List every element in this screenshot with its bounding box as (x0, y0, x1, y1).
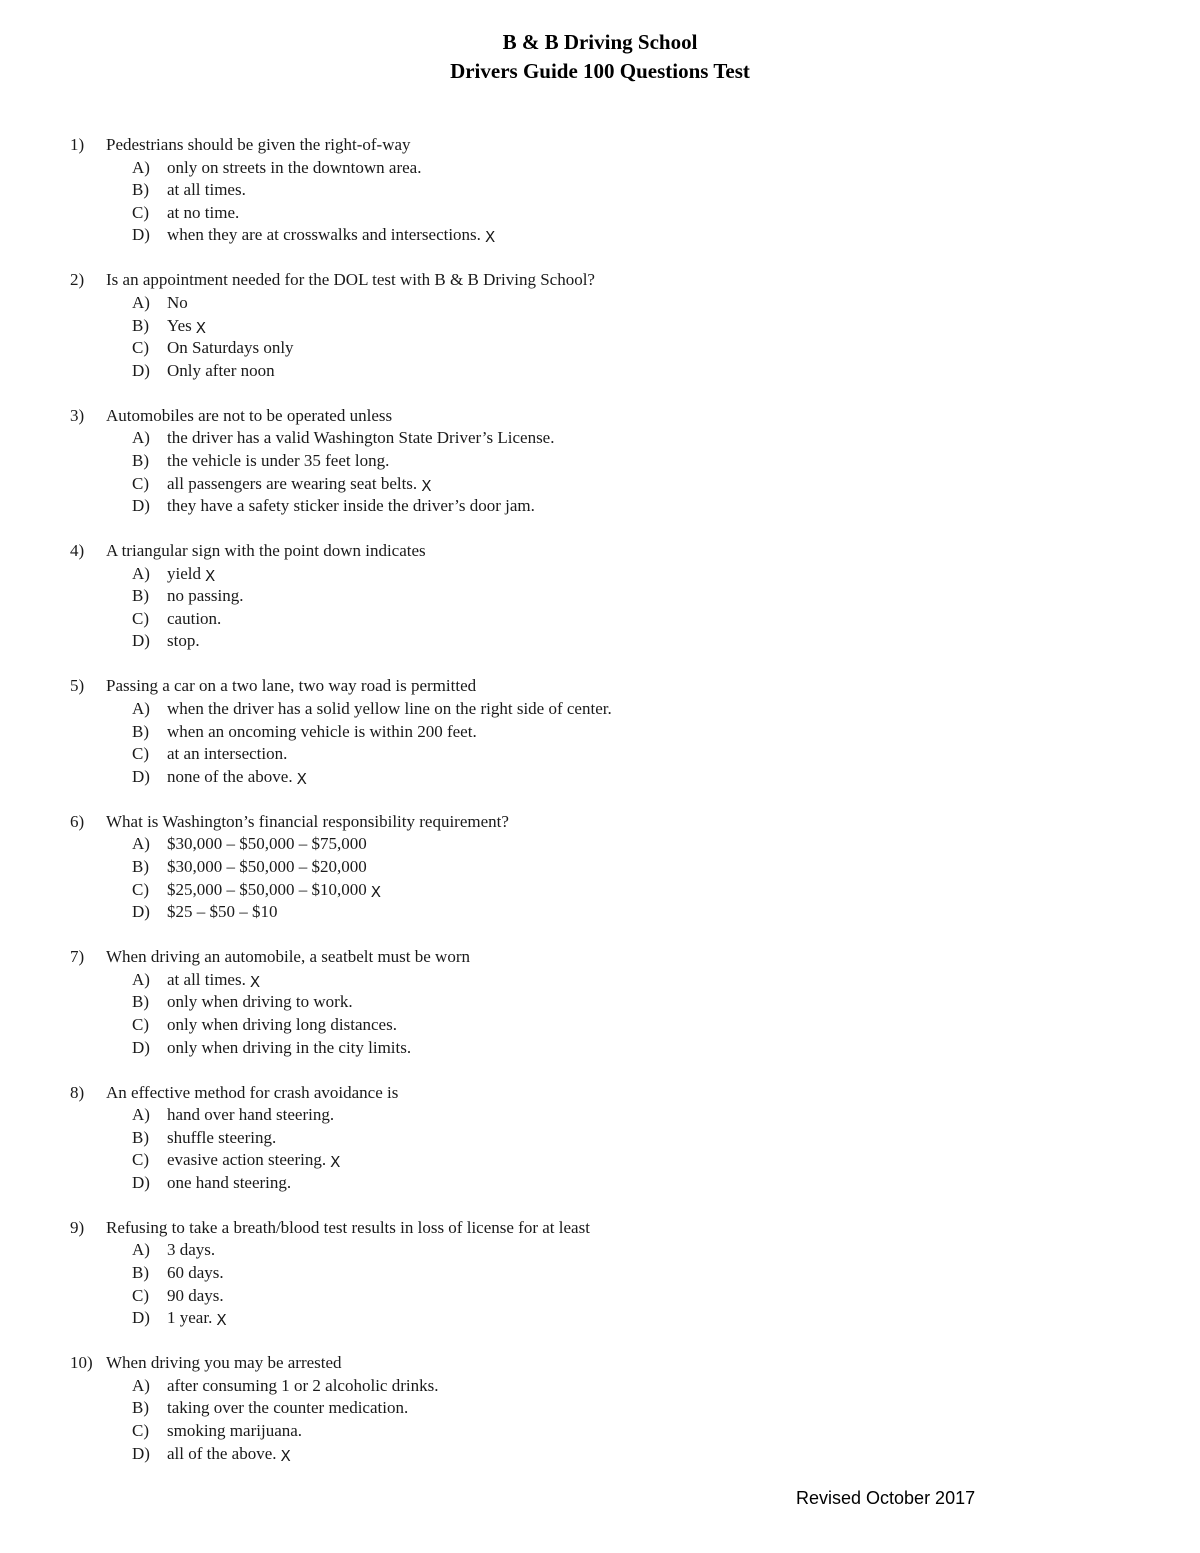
option-text: $25 – $50 – $10 (167, 902, 278, 922)
option-text: 90 days. (167, 1285, 224, 1305)
option-letter: A) (132, 1375, 150, 1395)
option-text: at all times. (167, 969, 246, 989)
option-letter: D) (132, 1037, 150, 1057)
school-name: B & B Driving School (502, 30, 698, 54)
option-letter: A) (132, 699, 150, 719)
question-number: 3) (70, 405, 85, 425)
answer-option (70, 292, 1130, 315)
question-text: When driving you may be arrested (106, 1353, 342, 1373)
question-item (70, 405, 1130, 518)
option-letter: A) (132, 969, 150, 989)
option-letter: C) (132, 744, 149, 764)
answer-option (70, 1397, 1130, 1420)
option-letter: D) (132, 360, 150, 380)
option-text: the vehicle is under 35 feet long. (167, 450, 390, 470)
option-text: $25,000 – $50,000 – $10,000 (167, 879, 367, 899)
option-letter: C) (132, 608, 149, 628)
option-text: 1 year. (167, 1308, 213, 1328)
answer-option (70, 1285, 1130, 1308)
option-text: at no time. (167, 202, 240, 222)
option-text: all passengers are wearing seat belts. (167, 473, 418, 493)
option-text: $30,000 – $50,000 – $75,000 (167, 834, 367, 854)
answer-option (70, 1014, 1130, 1037)
answer-option (70, 337, 1130, 360)
answer-option (70, 315, 1130, 338)
question-row (70, 811, 1130, 834)
question-number: 7) (70, 947, 85, 967)
question-number: 9) (70, 1217, 85, 1237)
answer-option (70, 585, 1130, 608)
answer-option (70, 1149, 1130, 1172)
question-item (70, 1082, 1130, 1195)
option-text: when an oncoming vehicle is within 200 feet. (167, 721, 477, 741)
option-text: when the driver has a solid yellow line on the right side of center. (167, 699, 612, 719)
option-letter: B) (132, 180, 149, 200)
option-text: after consuming 1 or 2 alcoholic drinks. (167, 1375, 439, 1395)
question-row (70, 675, 1130, 698)
answer-option (70, 179, 1130, 202)
answer-option (70, 608, 1130, 631)
question-number: 6) (70, 811, 85, 831)
answer-option (70, 360, 1130, 383)
question-number: 5) (70, 676, 85, 696)
revision-note: Revised October 2017 (796, 1488, 976, 1508)
answer-option (70, 563, 1130, 586)
answer-option (70, 1104, 1130, 1127)
option-letter: A) (132, 834, 150, 854)
option-text: yield (167, 563, 201, 583)
option-letter: D) (132, 225, 150, 245)
option-text: taking over the counter medication. (167, 1398, 409, 1418)
answer-option (70, 991, 1130, 1014)
option-letter: B) (132, 315, 149, 335)
answer-option (70, 901, 1130, 924)
question-text: A triangular sign with the point down indicates (106, 541, 426, 561)
answer-option (70, 427, 1130, 450)
question-item (70, 811, 1130, 924)
answer-mark: X (205, 566, 216, 585)
option-letter: A) (132, 1240, 150, 1260)
option-letter: C) (132, 473, 149, 493)
option-letter: C) (132, 338, 149, 358)
option-text: all of the above. (167, 1443, 277, 1463)
option-letter: C) (132, 202, 149, 222)
option-letter: C) (132, 879, 149, 899)
question-number: 4) (70, 541, 85, 561)
question-item (70, 1217, 1130, 1330)
option-letter: B) (132, 1127, 149, 1147)
question-number: 10) (70, 1353, 93, 1373)
answer-option (70, 743, 1130, 766)
option-text: 3 days. (167, 1240, 216, 1260)
option-text: No (167, 292, 188, 312)
option-letter: B) (132, 1398, 149, 1418)
question-list (70, 134, 1130, 1488)
document-header (0, 28, 1200, 86)
option-letter: C) (132, 1150, 149, 1170)
option-letter: B) (132, 586, 149, 606)
answer-mark: X (370, 882, 382, 901)
answer-mark: X (296, 769, 307, 788)
option-letter: D) (132, 766, 150, 786)
option-letter: B) (132, 721, 149, 741)
answer-mark: X (484, 228, 496, 247)
option-text: none of the above. (167, 766, 293, 786)
question-row (70, 1352, 1130, 1375)
option-letter: D) (132, 496, 150, 516)
option-letter: A) (132, 292, 150, 312)
question-row (70, 269, 1130, 292)
answer-option (70, 1307, 1130, 1330)
option-letter: B) (132, 992, 149, 1012)
option-text: only when driving in the city limits. (167, 1037, 412, 1057)
answer-mark: X (421, 476, 432, 495)
option-text: smoking marijuana. (167, 1421, 303, 1441)
option-text: only when driving long distances. (167, 1014, 397, 1034)
answer-mark: X (330, 1153, 341, 1172)
question-text: What is Washington’s financial responsibility requirement? (106, 811, 509, 831)
answer-option (70, 1172, 1130, 1195)
question-text: Refusing to take a breath/blood test results in loss of license for at least (106, 1217, 590, 1237)
option-text: shuffle steering. (167, 1127, 277, 1147)
question-number: 1) (70, 135, 85, 154)
answer-option (70, 721, 1130, 744)
option-text: evasive action steering. (167, 1150, 327, 1170)
answer-option (70, 1262, 1130, 1285)
question-item (70, 675, 1130, 788)
option-text: at all times. (167, 180, 246, 200)
question-item (70, 134, 1130, 247)
option-text: when they are at crosswalks and intersections. (167, 225, 481, 245)
question-item (70, 269, 1130, 382)
answer-option (70, 1127, 1130, 1150)
option-text: 60 days. (167, 1263, 224, 1283)
answer-option (70, 1037, 1130, 1060)
question-text: Automobiles are not to be operated unless (106, 405, 393, 425)
question-row (70, 1217, 1130, 1240)
answer-mark: X (280, 1446, 291, 1465)
option-text: they have a safety sticker inside the driver’s door jam. (167, 496, 535, 516)
option-letter: A) (132, 428, 150, 448)
option-letter: A) (132, 1105, 150, 1125)
option-text: the driver has a valid Washington State Driver’s License. (167, 428, 555, 448)
option-text: Yes (167, 315, 192, 335)
option-text: hand over hand steering. (167, 1105, 335, 1125)
answer-option (70, 450, 1130, 473)
answer-mark: X (249, 972, 261, 991)
question-text: Pedestrians should be given the right-of-way (106, 135, 411, 154)
answer-option (70, 202, 1130, 225)
answer-option (70, 630, 1130, 653)
option-letter: B) (132, 1263, 149, 1283)
option-text: one hand steering. (167, 1172, 292, 1192)
question-row (70, 946, 1130, 969)
option-letter: D) (132, 1172, 150, 1192)
question-text: When driving an automobile, a seatbelt must be worn (106, 947, 470, 967)
question-row (70, 405, 1130, 428)
option-letter: A) (132, 157, 150, 177)
question-text: Passing a car on a two lane, two way road is permitted (106, 676, 477, 696)
answer-option (70, 833, 1130, 856)
option-letter: B) (132, 450, 149, 470)
option-letter: C) (132, 1285, 149, 1305)
option-letter: D) (132, 1308, 150, 1328)
answer-option (70, 495, 1130, 518)
answer-option (70, 157, 1130, 180)
option-letter: C) (132, 1014, 149, 1034)
question-row (70, 134, 1130, 157)
question-row (70, 1082, 1130, 1105)
question-number: 8) (70, 1082, 85, 1102)
answer-option (70, 1239, 1130, 1262)
option-letter: D) (132, 1443, 150, 1463)
question-item (70, 540, 1130, 653)
test-title: Drivers Guide 100 Questions Test (450, 59, 750, 83)
answer-option (70, 969, 1130, 992)
answer-option (70, 473, 1130, 496)
question-row (70, 540, 1130, 563)
option-letter: B) (132, 856, 149, 876)
answer-mark: X (216, 1311, 227, 1330)
option-text: On Saturdays only (167, 338, 294, 358)
option-letter: D) (132, 902, 150, 922)
question-item (70, 1352, 1130, 1465)
option-letter: D) (132, 631, 150, 651)
answer-option (70, 1375, 1130, 1398)
option-letter: C) (132, 1421, 149, 1441)
option-text: at an intersection. (167, 744, 288, 764)
option-text: only when driving to work. (167, 992, 353, 1012)
option-text: no passing. (167, 586, 244, 606)
answer-option (70, 1443, 1130, 1466)
option-text: $30,000 – $50,000 – $20,000 (167, 856, 367, 876)
question-number: 2) (70, 270, 85, 290)
option-text: caution. (167, 608, 222, 628)
question-text: An effective method for crash avoidance is (106, 1082, 399, 1102)
answer-option (70, 698, 1130, 721)
answer-option (70, 879, 1130, 902)
answer-option (70, 1420, 1130, 1443)
option-text: only on streets in the downtown area. (167, 157, 422, 177)
option-letter: A) (132, 563, 150, 583)
question-item (70, 946, 1130, 1059)
question-text: Is an appointment needed for the DOL test with B & B Driving School? (106, 270, 595, 290)
answer-option (70, 224, 1130, 247)
answer-option (70, 856, 1130, 879)
option-text: stop. (167, 631, 200, 651)
option-text: Only after noon (167, 360, 275, 380)
answer-mark: X (195, 318, 207, 337)
answer-option (70, 766, 1130, 789)
